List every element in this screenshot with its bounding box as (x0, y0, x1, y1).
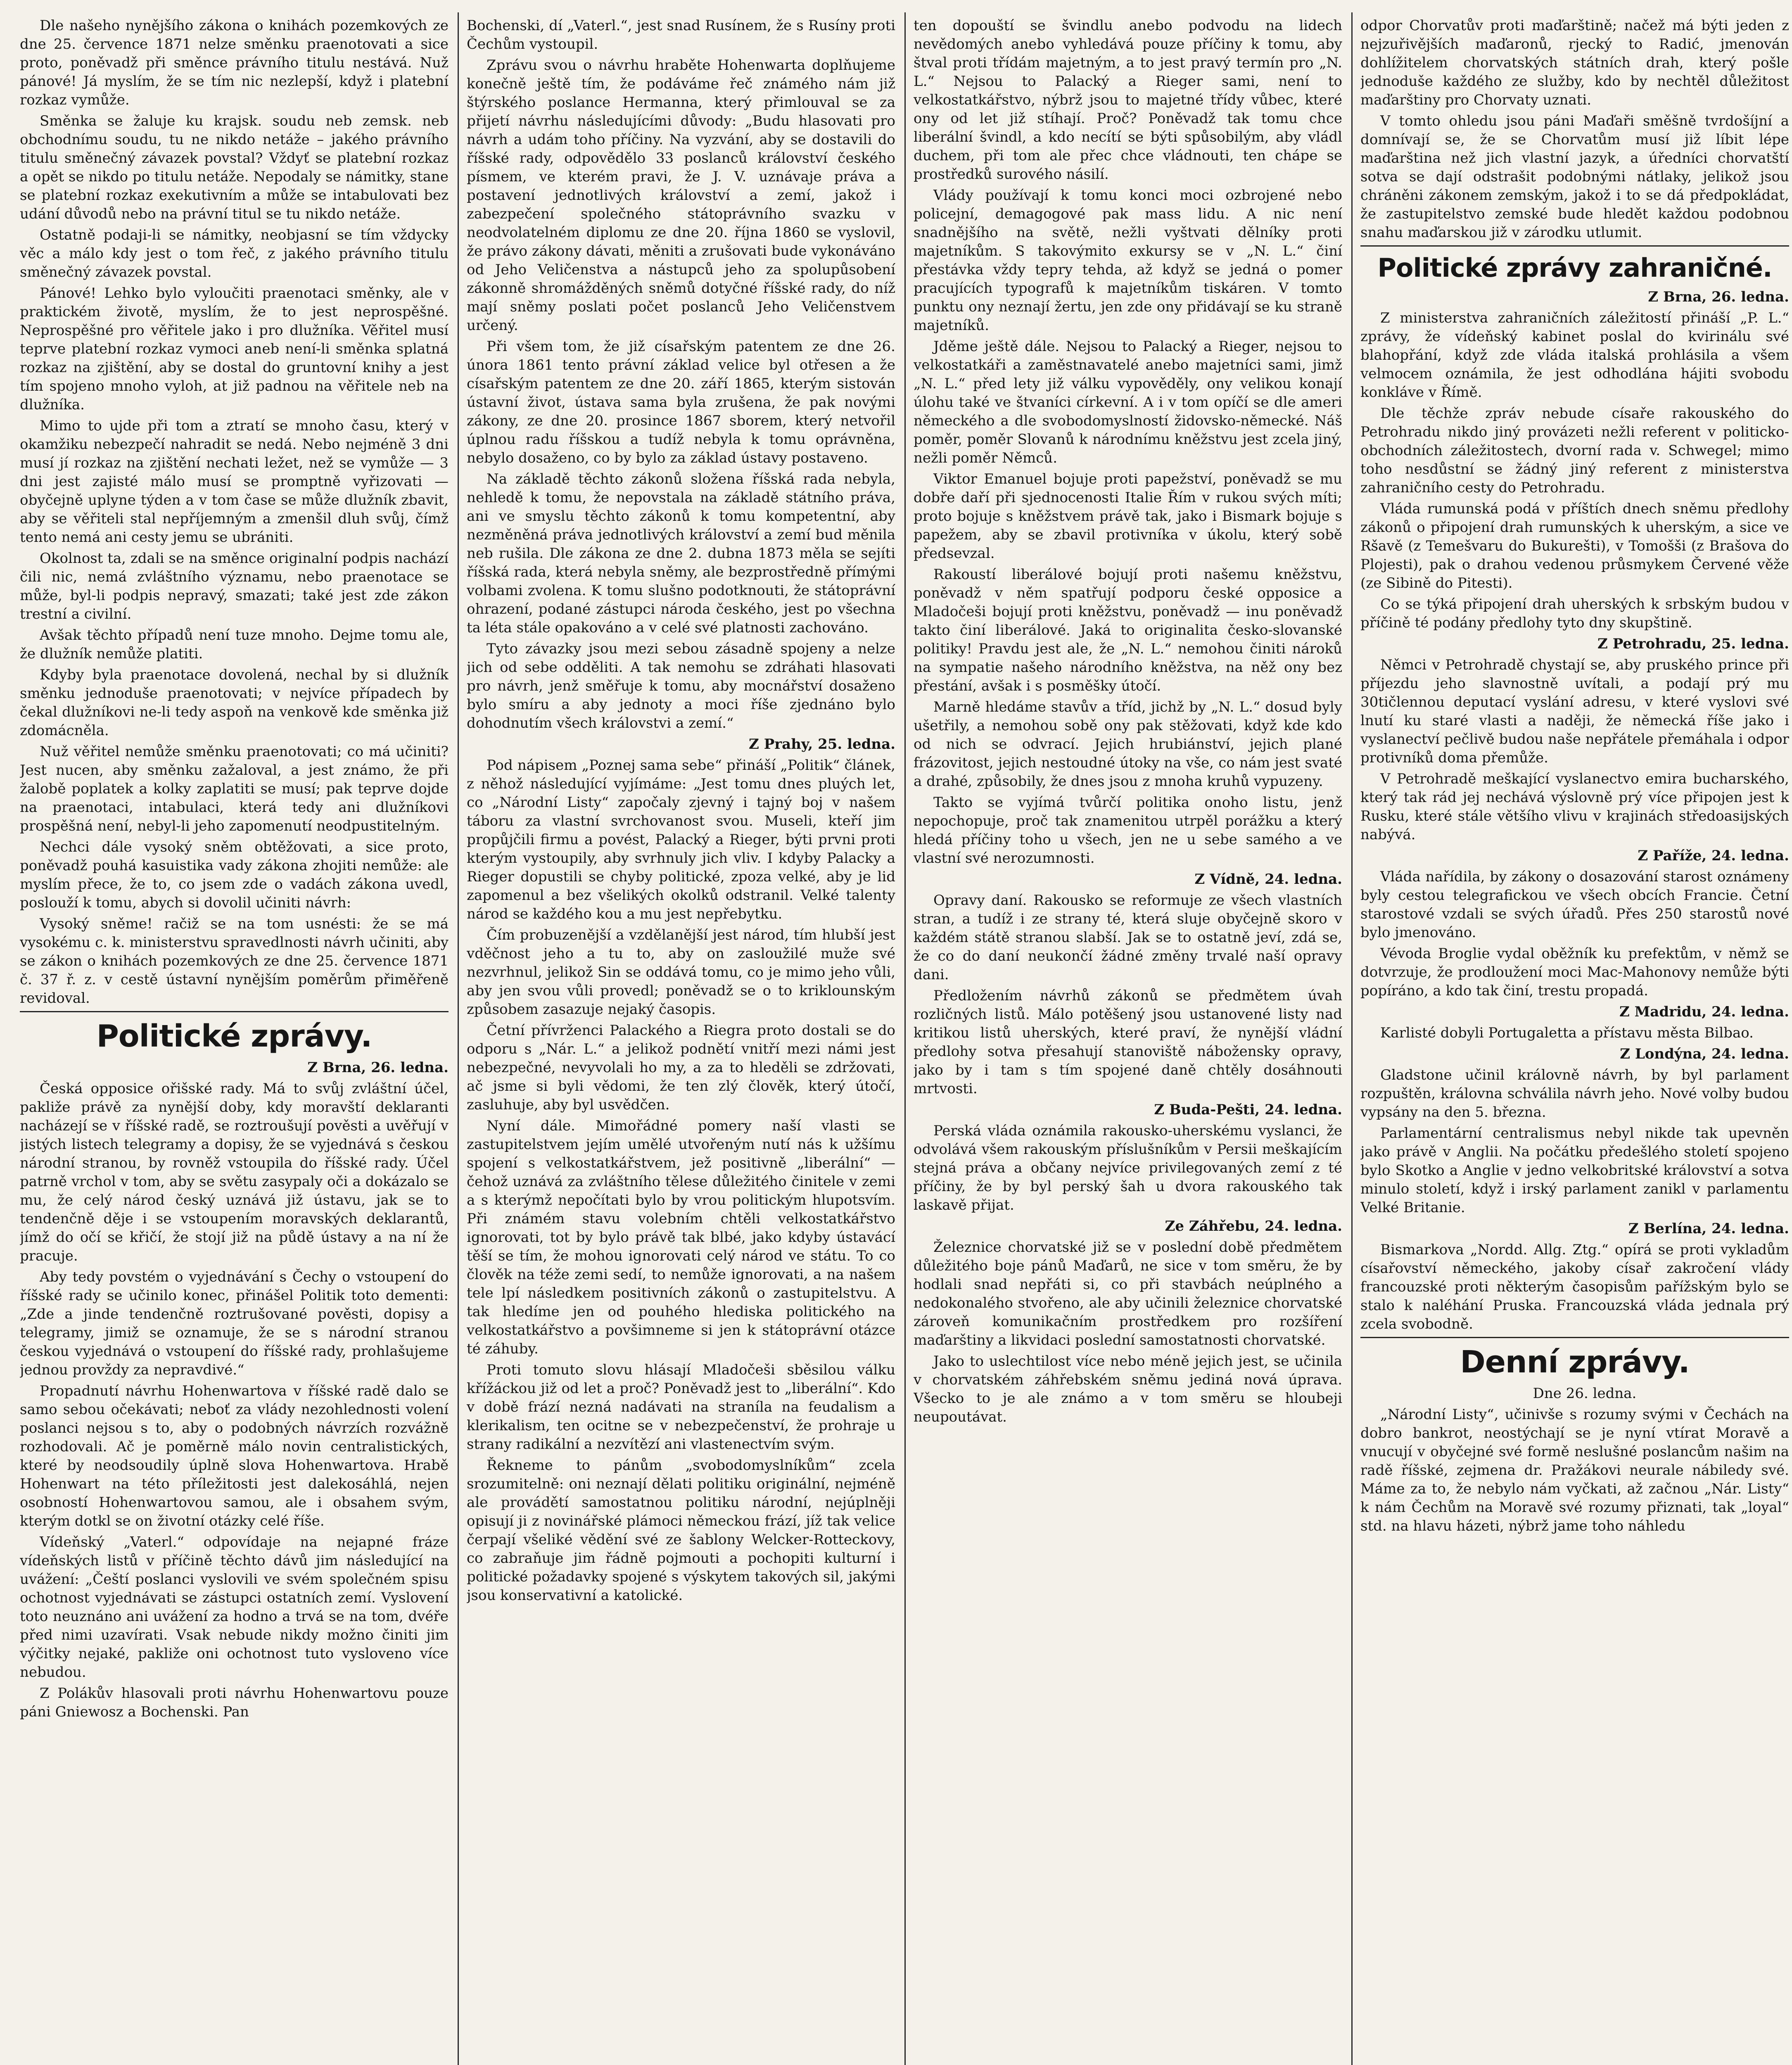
paragraph: Jako to uslechtilost více nebo méně jejich jest, se učinila v chorvatském záhřebském sněmu jediná nová úprava. Všecko to je ale známo a v tom směru se hloubeji neupoutávat. (914, 1353, 1342, 1425)
paragraph: V Petrohradě meškající vyslanectvo emira bucharského, který tak rád jej nechává výslovně prý více připojen jest k Rusku, které stále většího vlivu v krajinách středoasijských nabývá. (1360, 771, 1789, 843)
paragraph: Perská vláda oznámila rakousko-uherskému vyslanci, že odvolává všem rakouským příslušníkům v Persii meškajícím stejná práva a občany nejvíce privilegovaných zemí z té příčiny, že by byl perský šah u dvora rakouského tak laskavě přijat. (914, 1123, 1342, 1213)
column-1 (20, 17, 449, 2065)
divider (1360, 1337, 1789, 1338)
paragraph: Tyto závazky jsou mezi sebou zásadně spojeny a nelze jich od sebe odděliti. A tak nemohu se zdráhati hlasovati pro návrh, jenž směřuje k tomu, aby mocnářství dosaženo bylo smíru a aby jednoty a moci říše zjednáno bylo dohodnutím všech královstvi a zemí.“ (467, 641, 895, 731)
paragraph: Zprávu svou o návrhu hraběte Hohenwarta doplňujeme konečně ještě tím, že podáváme řeč známého nám již štýrského poslance Hermanna, který přimlouval se za přijetí návrhu následujícími důvody: „Budu hlasovati pro návrh a udám toho příčiny. Na vyzvání, aby se dostavili do říšské rady, odpovědělo 33 poslanců království českého písmem, ve kterém pravi, že J. V. uznávaje práva a postavení jednotlivých království a zemí, jakož i zabezpečení společného státoprávního svazku v neodvolatelném diplomu ze dne 20. října 1860 se vyslovil, že právo zákony dávati, měniti a zrušovati bude vykonáváno od Jeho Veličenstva a nástupců jeho za spolupůsobení zákonně shromážděných sněmů dotyčné říšské rady, do níž mají sněmy poslati počet poslanců Jeho Veličenstvem určený. (467, 57, 895, 334)
paragraph: Dle těchže zpráv nebude císaře rakouského do Petrohradu nikdo jiný provázeti nežli referent v politicko-obchodních záležitostech, dvorní rada v. Schwegel; mimo toho nesdůstní se žádný jiný referent z ministerstva zahraničního cesty do Petrohradu. (1360, 405, 1789, 496)
paragraph: Takto se vyjímá tvůrčí politika onoho listu, jenž nepochopuje, proč tak znamenitou utrpěl porážku a který hledá příčiny toho u všech, jen ne u sebe samého a ve vlastní své nerozumnosti. (914, 794, 1342, 866)
paragraph: Viktor Emanuel bojuje proti papežství, poněvadž se mu dobře daří při sjednocenosti Italie Řím v rukou svých míti; proto bojuje s kněžstvem právě tak, jako i Bismark bojuje s papežem, aby se zbavil protivníka v úkolu, který sobě předsevzal. (914, 471, 1342, 562)
paragraph: Čím probuzenější a vzdělanější jest národ, tím hlubší jest vděčnost jeho a tu to, aby on zasloužilé muže své nezvrhnul, jelikož Sin se oddává tomu, co je mimo jeho vůli, aby jen svou vůli provedl; poněvadž se o to kriklounským způsobem zasazuje nejaký časopis. (467, 927, 895, 1018)
paragraph: Při všem tom, že již císařským patentem ze dne 26. února 1861 tento právní základ velice byl otřesen a že císařským patentem ze dne 20. září 1865, kterým sistován ústavní život, ústava sama byla zrušena, že pak novými zákony, ze dne 20. prosince 1867 sborem, který netvořil úplnou radu říšskou a tudíž nebyla k tomu oprávněna, nebylo dosaženo, co by bylo za základ ústavy postaveno. (467, 338, 895, 466)
column-separator (904, 12, 906, 2065)
dateline: Z Londýna, 24. ledna. (1620, 1046, 1789, 1062)
paragraph: Co se týká připojení drah uherských k srbským budou v příčině té podány předlohy tyto dny skupštině. (1360, 596, 1789, 631)
column-2 (467, 17, 895, 2065)
dateline: Z Prahy, 25. ledna. (749, 736, 895, 752)
paragraph: Jděme ještě dále. Nejsou to Palacký a Rieger, nejsou to velkostatkáři a zaměstnavatelé anebo majetníci sami, jimž „N. L.“ před lety již válku vypověděly, ony velikou konají úlohu také ve štvaníci církevní. A i v tom opíčí se dle ameri německého a dle svobodomyslností židovsko-německé. Náš poměr, poměr Slovanů k národnímu kněžstvu jest zcela jiný, nežli poměr Němců. (914, 338, 1342, 466)
paragraph: Karlisté dobyli Portugaletta a přístavu města Bilbao. (1380, 1025, 1754, 1041)
paragraph: Česká opposice ořišské rady. Má to svůj zvláštní účel, pakliže právě za nynější doby, kdy moravští deklaranti nacházejí se v říšské radě, se roztroušují pověsti a uvěřují v jistých listech telegramy a dopisy, že se vyjednává s českou národní stranou, by rovněž vstoupila do říšské rady. Účel patrně vrchol v tom, aby se světu zasypaly oči a dokázalo se mu, že celý národ český uznává již ústavu, jak se to tendenčně děje i se vstoupením moravských deklarantů, jímž do očí se křičí, že stojí již na půdě ústavy a na ní že pracuje. (20, 1080, 449, 1264)
paragraph: Parlamentární centralismus nebyl nikde tak upevněn jako právě v Anglii. Na počátku předešlého století spojeno bylo Skotko a Anglie v jedno velkobritské království a sotva minulo století, když i irský parlament zanikl v parlamentu Velké Britanie. (1360, 1125, 1789, 1216)
paragraph: Opravy daní. Rakousko se reformuje ze všech vlastních stran, a tudíž i ze strany té, která sluje obyčejně skoro v každém státě stranou slabší. Jak se to ostatně jeví, zdá se, že co do daní neukončí žádné změny trvalé naší opravy dani. (914, 892, 1342, 983)
divider (1360, 245, 1789, 247)
dateline: Dne 26. ledna. (1533, 1385, 1637, 1402)
paragraph: Nechci dále vysoký sněm obtěžovati, a sice proto, poněvadž pouhá kasuistika vady zákona zhojiti nemůže: ale myslím přece, že to, co jsem zde o vadách zákona uvedl, poslouží k tomu, abych si dovolil učiniti návrh: (20, 839, 449, 911)
paragraph: Četní přívrženci Palackého a Riegra proto dostali se do odporu s „Nár. L.“ a jelikož podnětí vnitří mezi námi jest nebezpečné, nevyvolali ho my, a za to hleděli se zdržovati, ač jsme si byli vědomi, že ten zlý člověk, který útočí, zasluhuje, aby byl usvědčen. (467, 1022, 895, 1113)
dateline: Z Brna, 26. ledna. (1648, 289, 1789, 305)
dateline: Z Vídně, 24. ledna. (1194, 871, 1342, 888)
paragraph: odpor Chorvatův proti maďarštině; načež má býti jeden z nejzuřivějších maďaronů, rjecký to Radić, jmenován dohlížitelem chorvatských státních drah, který pošle jednoduše každého ze služby, kdo by nechtěl důležitost maďarštiny pro Chorvaty uznati. (1360, 17, 1789, 108)
paragraph: Němci v Petrohradě chystají se, aby pruského prince při příjezdu jeho slavnostně uvítali, a podají prý mu 30tičlennou deputací vyslání adresu, v které vyslovi své lnutí ku staré vlasti a naději, že německá říše jako i vyslanectví pečlivě budou naše nepřátele přemáhala i odpor protivníků doma přemůže. (1360, 657, 1789, 766)
dateline: Ze Záhřebu, 24. ledna. (1165, 1218, 1342, 1234)
paragraph: Nyní dále. Mimořádné pomery naší vlasti se zastupitelstvem jejím umělé utvořeným nutí nás k užšímu spojení s velkostatkářstvem, jež positivně „liberální“ — čehož uznává za zvláštního tělese důležitého činitele v zemi a s kterýmž nepočítati bylo by vrou politickým hlupotsvím. Při známém stavu volebním chtěli velkostatkářstvo ignorovati, tot by bylo právě tak blbé, jako kdyby ústavácí těší se tím, že mohou ignorovati celý národ ve státu. To co člověk na téže zemi sedí, to nemůže ignorovati, a na našem tele lpí následkem positivních zákonů o zastupitelstvu. A tak hledíme jen od pouhého hlediska politického na velkostatkářstvo a povšimneme si jen k státoprávní otázce té záhuby. (467, 1118, 895, 1357)
paragraph: Propadnutí návrhu Hohenwartova v říšské radě dalo se samo sebou očekávati; neboť za vlády nezohlednosti volení poslanci nejsou s to, aby o podobných návrzích rozvážně rozhodovali. Ač je poměrně málo novin centralistických, které by neodsoudily úplně slova Hohenwartova. Hrabě Hohenwart na této příležitosti jest dalekosáhlá, nejen osobností Hohenwartovou samou, ale i obsahem svým, kterým dotkl se on životní otázky celé říše. (20, 1383, 449, 1529)
paragraph: Z Polákův hlasovali proti návrhu Hohenwartovu pouze páni Gniewosz a Bochenski. Pan (20, 1685, 449, 1720)
section-heading-politicke: Politické zprávy. (96, 1018, 372, 1054)
paragraph: Předložením návrhů zákonů se předmětem úvah rozličných listů. Málo potěšený jsou ustanovené listy nad kritikou listů uherských, které praví, že nynější vládní předlohy sotva přesahují stanoviště nábožensky opravy, jako by i tam s tím spojené daně chtěly dosáhnouti mrtvosti. (914, 987, 1342, 1097)
paragraph: Na základě těchto zákonů složena říšská rada nebyla, nehledě k tomu, že nepovstala na základě státního práva, ani ve smyslu těchto zákonů k tomu kompetentní, aby nezměněná práva jednotlivých království a zemí bud měnila neb rušila. Dle zákona ze dne 2. dubna 1873 měla se sejíti říšská rada, která nebyla sněmy, ale bezprostředně přímými volbami zvolena. K tomu slušno podotknouti, že státoprávní ohrazení, podané zástupci národa českého, jest po všechna ta léta stále opakováno a v celé své platnosti zachováno. (467, 471, 895, 636)
paragraph: Bismarkova „Nordd. Allg. Ztg.“ opírá se proti vykladům císařovství německého, jakoby císař zakročení vlády francouzské proti některým časopisům pařížským bylo se stalo k naléhání Pruska. Francouzská vláda jednala prý zcela svobodně. (1360, 1241, 1789, 1332)
paragraph: Vlády používají k tomu konci moci ozbrojené nebo policejní, demagogové pak mass lidu. A nic není snadnějšího na světě, nežli vyštvati dělníky proti majetníkům. S takovýmito exkursy se v „N. L.“ činí přestávka vždy tepry tehda, až když se jedná o pomer pracujících typografů k majetníkům tiskáren. V tomto punktu ony neznají žertu, jen zde ony přidávají se ku straně majetníků. (914, 187, 1342, 334)
paragraph: Vysoký sněme! račiž se na tom usnésti: že se má vysokému c. k. ministerstvu spravedlnosti návrh učiniti, aby se zákon o knihách pozemkových ze dne 25. července 1871 č. 37 ř. z. v cestě ústavní nynějším poměrům přiměřeně revidoval. (20, 916, 449, 1006)
paragraph: Marně hledáme stavův a tříd, jichž by „N. L.“ dosud byly ušetřily, a nemohou sobě ony pak stěžovati, když kde kdo od nich se odvrací. Jejich hrubiánství, jejich plané frázovitost, jejich nestoudné útoky na vše, co nám jest svaté a drahé, způsobily, že dnes jsou z mnoha kruhů vypuzeny. (914, 699, 1342, 790)
paragraph: Avšak těchto případů není tuze mnoho. Dejme tomu ale, že dlužník nemůže platiti. (20, 627, 449, 662)
paragraph: Aby tedy povstém o vyjednávání s Čechy o vstoupení do říšské rady se učinilo konec, přinášel Politik toto dementi: „Zde a jinde tendenčně roztrušované pověsti, dopisy a telegramy, jimiž se oznamuje, že se s národní stranou českou vyjednává o vstoupení do říšské rady, prohlašujeme jednou provždy za nepravdivé.“ (20, 1269, 449, 1378)
paragraph: Ostatně podaji-li se námitky, neobjasní se tím vždycky věc a málo kdy jest o tom řeč, z jakého právního titulu směnečný závazek povstal. (20, 227, 449, 280)
section-heading-zahranicne: Politické zprávy zahraničné. (1377, 253, 1772, 283)
dateline: Z Paříže, 24. ledna. (1638, 847, 1789, 864)
paragraph: Vláda nařídila, by zákony o dosazování starost oznámeny byly cestou telegrafickou ve všech obcích Francie. Četní starostové vzdali se svých úřadů. Přes 250 starostů nové bylo jmenováno. (1360, 869, 1789, 941)
paragraph: Proti tomuto slovu hlásají Mladočeši sběsilou válku křížáckou již od let a proč? Poněvadž jest to „liberální“. Kdo v době frází nezná nadávati na straníla na feudalism a klerikalism, ten ocitne se v nebezpečenství, že prohraje u strany radikální a nezvítězí ani vlastenectvím svým. (467, 1362, 895, 1453)
column-separator (458, 12, 459, 2065)
paragraph: Vídeňský „Vaterl.“ odpovídaje na nejapné fráze vídeňských listů v příčině těchto dávů jim následující na uvážení: „Čeští poslanci vyslovili ve svém společném spisu ochotnost vyjednávati se zástupci ostatních zemí. Vyslovení toto neuznáno ani uvážení za hodno a trvá se na tom, dvéře před nimi uzavírati. Vsak nebude nikdy možno činiti jim výčitky nejaké, pakliže oni ochotnost tuto vysloveno více nebudou. (20, 1534, 449, 1680)
section-heading-denni: Denní zprávy. (1460, 1344, 1690, 1380)
paragraph: Vévoda Broglie vydal oběžník ku prefektům, v němž se dotvrzuje, že prodloužení moci Mac-Mahonovy nemůže býti popíráno, a kdo tak činí, trestu propadá. (1360, 945, 1789, 999)
column-3 (914, 17, 1342, 2065)
paragraph: Gladstone učinil královně návrh, by byl parlament rozpuštěn, královna schválila návrh jeho. Nové volby budou vypsány na den 5. března. (1360, 1067, 1789, 1120)
paragraph: Směnka se žaluje ku krajsk. soudu neb zemsk. neb obchodnímu soudu, tu ne nikdo netáže – jakého právního titulu směnečný závazek povstal? Vždyť se platební rozkaz a opět se nikdo po titulu netáže. Nepodaly se námitky, stane se platební rozkaz exekutivním a může se intabulovati bez udání důvodů nebo na právní titul se tu nikdo netáže. (20, 113, 449, 222)
paragraph: Dle našeho nynějšího zákona o knihách pozemkových ze dne 25. července 1871 nelze směnku praenotovati a sice proto, poněvadž při směnce právního titulu nestává. Nuž pánové! Já myslím, že se tím nic nezlepší, když i platební rozkaz vymůže. (20, 17, 449, 108)
paragraph: Pod nápisem „Poznej sama sebe“ přináší „Politik“ článek, z něhož následující vyjímáme: „Jest tomu dnes pluých let, co „Národní Listy“ započaly zjevný i tajný boj v našem táboru za vlastní svrchovanost svou. Museli, kteří jim propůjčili firmu a povést, Palacký a Rieger, býti prvni proti kterým vystoupily, aby svrhnuly jich vliv. I kdyby Palacky a Rieger dopustili se chyby politické, zpoza velké, aby je lid zapomenul a bez všelikých okolků odstranil. Velké talenty národ se každého kou a mu jest nepřebytku. (467, 757, 895, 922)
column-4 (1360, 17, 1789, 2065)
paragraph: Z ministerstva zahraničních záležitostí přináší „P. L.“ zprávy, že vídeňský kabinet poslal do kvirinálu své blahopřání, když zde vláda italská prohlásila a všem velmocem oznámila, že jest odhodlána hájiti svobodu konkláve v Římě. (1360, 310, 1789, 401)
paragraph: ten dopouští se švindlu anebo podvodu na lidech nevědomých anebo vyhledává pouze příčiny k tomu, aby štval proti třídám majetným, a to jest pravý termín pro „N. L.“ Nejsou to Palacký a Rieger sami, není to velkostatkářstvo, nýbrž jsou to majetné třídy vůbec, které ony od let již stíhají. Proč? Poněvadž tak tomu chce liberální švindl, a kdo necítí se býti spůsobilým, aby vládl duchem, při tom ale přec chce vládnouti, ten chápe se prostředků surového násilí. (914, 17, 1342, 183)
paragraph: Bochenski, dí „Vaterl.“, jest snad Rusínem, že s Rusíny proti Čechům vystoupil. (467, 17, 895, 52)
paragraph: Okolnost ta, zdali se na směnce originalní podpis nachází čili nic, nemá zvláštního významu, nebo praenotace se může, byl-li podpis nepravý, smazati; také jest zde zákon trestní a civilní. (20, 550, 449, 622)
dateline: Z Brna, 26. ledna. (307, 1059, 449, 1076)
paragraph: Železnice chorvatské již se v poslední době předmětem důležitého boje pánů Maďarů, ne sice v tom směru, že by hodlali snad nepřáti si, co při stavbách neúplného a nedokonalého stvořeno, ale aby učinili železnice chorvatské zároveň komunikačním prostředkem pro rozšíření maďarštiny a likvidaci poslední samostatnosti chorvatské. (914, 1239, 1342, 1348)
paragraph: Pánové! Lehko bylo vyloučiti praenotaci směnky, ale v praktickém životě, myslím, že to jest neprospěšné. Neprospěšné pro věřitele jako i pro dlužníka. Věřitel musí teprve platební rozkaz vymoci aneb není-li směnka splatná rozkaz na zjištění, aby se dostal do gruntovní knihy a jest tím spojeno mnoho vyloh, at již padnou na věřitele neb na dlužníka. (20, 285, 449, 413)
paragraph: Řekneme to pánům „svobodomyslníkům“ zcela srozumitelně: oni neznají dělati politiku originální, nejméně ale provádětí samostatnou politiku národní, nejúplněji opisují ji z novinářské plámoci německou frází, jíž tak velice čerpají všeliké vědění své ze šablony Welcker-Rotteckovy, co zabraňuje jim řádně pojmouti a pochopiti kulturní i politické požadavky spojené s výskytem takových sil, jakými jsou konservativní a katolické. (467, 1457, 895, 1604)
dateline: Z Buda-Pešti, 24. ledna. (1154, 1101, 1342, 1118)
paragraph: V tomto ohledu jsou páni Maďaři směšně tvrdošíjní a domnívají se, že se Chorvatům musí již líbit lépe maďarština než jich vlastní jazyk, a úředníci chorvatští sotva se dají odstrašit podobnými nátlaky, jelikož jsou chráněni zákonem zemským, jakož i to se dá předpokládat, že zastupitelstvo zemské bude hledět každou podobnou snahu maďarskou již v zárodku utlumit. (1360, 113, 1789, 241)
paragraph: Rakoustí liberálové bojují proti našemu kněžstvu, poněvadž v něm spatřují podporu české opposice a Mladočeši bojují proti kněžstvu, poněvadž — inu poněvadž takto činí liberálové. Jaká to originalita česko-slovanské politiky! Pravdu jest ale, že „N. L.“ nemohou činiti nároků na sympatie našeho národního kněžstva, na něž ony bez přestání, avšak i s posměšky útočí. (914, 566, 1342, 694)
dateline: Z Berlína, 24. ledna. (1628, 1220, 1789, 1237)
paragraph: Kdyby byla praenotace dovolená, nechal by si dlužník směnku jednoduše praenotovati; v nejvíce případech by čekal dlužníkovi ne-li tedy aspoň na venkově kde směnka již zdomácněla. (20, 667, 449, 739)
dateline: Z Petrohradu, 25. ledna. (1597, 636, 1789, 652)
divider (20, 1011, 449, 1012)
dateline: Z Madridu, 24. ledna. (1619, 1004, 1789, 1020)
paragraph: „Národní Listy“, učinivše s rozumy svými v Čechách na dobro bankrot, neostýchají se je nyní vtírat Moravě a vnucují v obyčejné své formě neslušné poslancům našim na radě říšské, zejmena dr. Pražákovi neurale nábiledy své. Máme za to, že nebylo nám vyčkati, až začnou „Nár. Listy“ k nám Čechům na Moravě své rozumy přiznati, tak „loyal“ std. na hlavu házeti, nýbrž jame toho náhledu (1360, 1406, 1789, 1534)
column-separator (1351, 12, 1353, 2065)
paragraph: Vláda rumunská podá v příštích dnech sněmu předlohy zákonů o připojení drah rumunských k uherským, a sice ve Ršavě (z Temešvaru do Bukurešti), v Tomošši (z Brašova do Plojesti), pak o drahou vedenou průsmykem Červené věže (ze Sibině do Pitesti). (1360, 501, 1789, 591)
paragraph: Nuž věřitel nemůže směnku praenotovati; co má učiniti? Jest nucen, aby směnku zažaloval, a jest známo, že při žalobě poplatek a kolky zaplatiti se musí; pak teprve dojde na praenotaci, intabulaci, která tedy ani dlužníkovi prospěšná není, nebyl-li jeho zapomenutí neodpustitelným. (20, 743, 449, 834)
paragraph: Mimo to ujde při tom a ztratí se mnoho času, který v okamžiku nebezpečí nahradit se nedá. Nebo nejméně 3 dni musí jí rozkaz na zjištění nechati ležet, než se vymůže — 3 dni jest zajisté málo musí se promptně vyřizovati — obyčejně uplyne týden a v tom čase se může dlužník zbavit, aby se věřiteli stal nepříjemným a zmenšil dluh svůj, čímž tento nemá ani cesty jemu se ubrániti. (20, 418, 449, 546)
